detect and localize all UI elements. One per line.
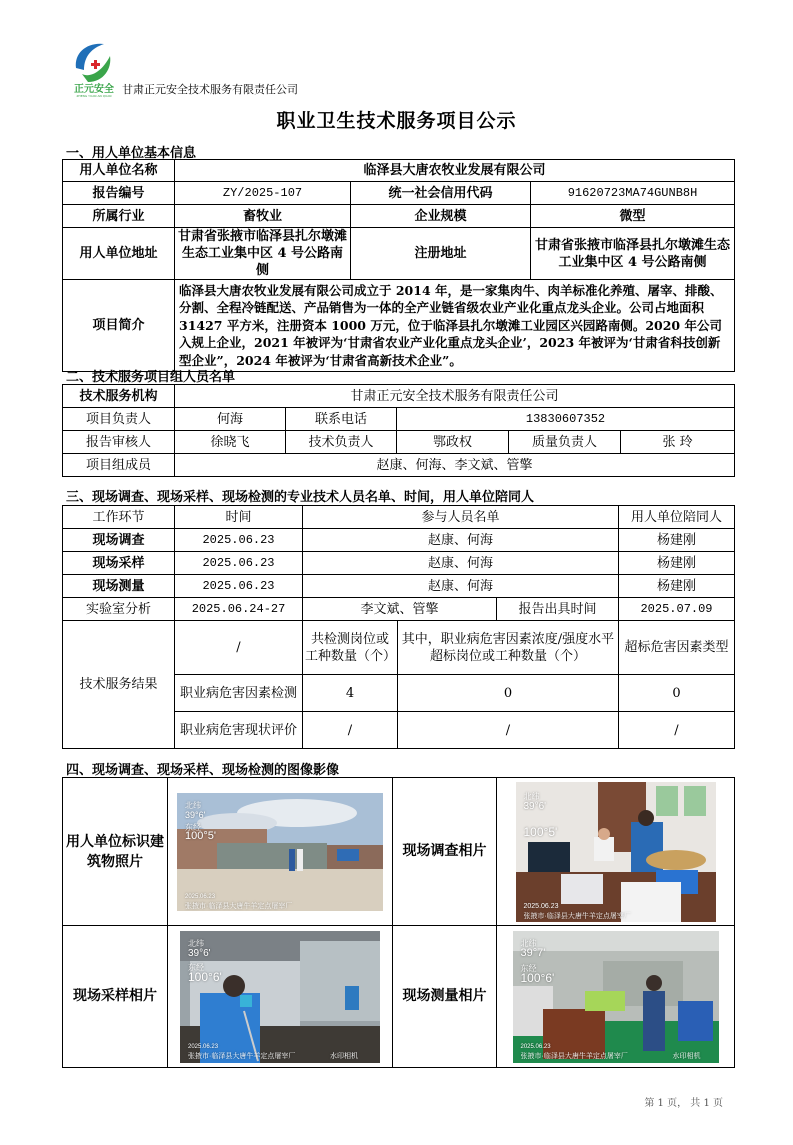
photo-lat: 39°7'	[520, 946, 546, 959]
photo-camera-watermark: 水印相机	[672, 1052, 701, 1060]
label-industry: 所属行业	[63, 205, 175, 228]
row-time: 2025.06.23	[175, 552, 303, 575]
value-scale: 微型	[531, 205, 735, 228]
photo-lon: 100°5'	[523, 824, 558, 839]
label-intro: 项目简介	[63, 280, 175, 372]
row-people: 赵康、何海	[303, 529, 619, 552]
label-tech-lead: 技术负责人	[286, 431, 397, 454]
row-companion: 杨建刚	[619, 552, 735, 575]
section4-heading: 四、现场调查、现场采样、现场检测的图像影像	[66, 763, 340, 778]
photo-survey	[516, 782, 716, 922]
value-credit-code: 91620723MA74GUNB8H	[531, 182, 735, 205]
value-phone: 13830607352	[397, 408, 735, 431]
fieldwork-table	[62, 505, 735, 749]
row-people: 赵康、何海	[303, 552, 619, 575]
lab-stage: 实验室分析	[63, 598, 175, 621]
table-row	[63, 529, 735, 552]
label-report-time: 报告出具时间	[497, 598, 619, 621]
label-results: 技术服务结果	[63, 621, 175, 749]
row-people: 赵康、何海	[303, 575, 619, 598]
result-exceed: 0	[398, 675, 619, 712]
section3-heading: 三、现场调查、现场采样、现场检测的专业技术人员名单、时间，用人单位陪同人	[66, 490, 535, 505]
results-header-total: 共检测岗位或工种数量（个）	[303, 621, 398, 675]
header-company-name: 甘肃正元安全技术服务有限责任公司	[122, 83, 298, 96]
photo-cell	[497, 926, 735, 1068]
photo-lon-label: 东经	[188, 962, 204, 972]
result-type: 0	[619, 675, 735, 712]
photo-lon: 100°6'	[188, 969, 222, 984]
result-exceed: /	[398, 712, 619, 749]
label-reg-address: 注册地址	[351, 228, 531, 280]
label-unit-name: 用人单位名称	[63, 160, 175, 182]
col-companion: 用人单位陪同人	[619, 506, 735, 529]
row-companion: 杨建刚	[619, 529, 735, 552]
label-address: 用人单位地址	[63, 228, 175, 280]
page-number: 第 1 页， 共 1 页	[644, 1098, 723, 1109]
results-header-exceed: 其中，职业病危害因素浓度/强度水平超标岗位或工种数量（个）	[398, 621, 619, 675]
photo-cell	[168, 778, 393, 926]
photo-sampling	[180, 931, 380, 1063]
photo-lon: 100°6'	[520, 970, 555, 985]
basic-info-table	[62, 159, 735, 372]
value-reg-address: 甘肃省张掖市临泽县扎尔墩滩生态工业集中区 4 号公路南侧	[531, 228, 735, 280]
results-header-type: 超标危害因素类型	[619, 621, 735, 675]
result-item: 职业病危害因素检测	[175, 675, 303, 712]
photo-date: 2025.06.23	[520, 1043, 551, 1050]
photo-date: 2025.06.23	[185, 893, 216, 900]
result-item: 职业病危害现状评价	[175, 712, 303, 749]
value-members: 赵康、何海、李文斌、管擎	[175, 454, 735, 477]
value-org: 甘肃正元安全技术服务有限责任公司	[175, 385, 735, 408]
photo-cell	[168, 926, 393, 1068]
photo-date: 2025.06.23	[188, 1043, 219, 1050]
result-total: /	[303, 712, 398, 749]
photos-table	[62, 777, 735, 1068]
photo-lat: 39°6'	[188, 947, 211, 959]
value-report-time: 2025.07.09	[619, 598, 735, 621]
value-tech-lead: 鄂政权	[397, 431, 509, 454]
team-table	[62, 384, 735, 477]
photo-place: 张掖市·临泽县大唐牛羊定点屠宰厂	[520, 1052, 628, 1060]
label-quality-lead: 质量负责人	[509, 431, 621, 454]
photo-lat-label: 北纬	[188, 938, 204, 948]
col-time: 时间	[175, 506, 303, 529]
label-phone: 联系电话	[286, 408, 397, 431]
photo-label: 用人单位标识建筑物照片	[63, 778, 168, 926]
value-reviewer: 徐晓飞	[175, 431, 286, 454]
photo-place: 张掖市·临泽县大唐牛羊定点屠宰厂	[523, 912, 631, 920]
label-scale: 企业规模	[351, 205, 531, 228]
lab-time: 2025.06.24-27	[175, 598, 303, 621]
photo-lat: 39°6'	[185, 809, 206, 820]
page-title: 职业卫生技术服务项目公示	[276, 110, 517, 132]
label-report-no: 报告编号	[63, 182, 175, 205]
col-stage: 工作环节	[63, 506, 175, 529]
photo-label: 现场调查相片	[393, 778, 497, 926]
label-org: 技术服务机构	[63, 385, 175, 408]
value-intro: 临泽县大唐农牧业发展有限公司成立于 2014 年，是一家集肉牛、肉羊标准化养殖、屠宰、排酸、分割、全程冷链配送、产品销售为一体的全产业链省级农业产业化重点龙头企业。公司占地面积 31427 平方米，注册资本 1000 万元，位于临泽县扎尔墩滩工业园区兴园路南侧。2020 年公司入规上企业，2021 年被评为‘甘肃省农业产业化重点龙头企业’，2023 年被评为‘甘肃省科技创新型企业”，2024 年被评为‘甘肃省高新技术企业”。	[175, 280, 735, 372]
photo-measurement	[513, 931, 719, 1063]
photo-lat-label: 北纬	[185, 800, 201, 810]
section1-heading: 一、用人单位基本信息	[66, 146, 197, 161]
table-row	[63, 575, 735, 598]
results-header-slash: /	[175, 621, 303, 675]
photo-lat: 39°6'	[523, 800, 547, 812]
lab-people: 李文斌、管擎	[303, 598, 497, 621]
photo-lat-label: 北纬	[520, 938, 537, 948]
photo-label: 现场测量相片	[393, 926, 497, 1068]
photo-label: 现场采样相片	[63, 926, 168, 1068]
row-stage: 现场测量	[63, 575, 175, 598]
photo-lon-label: 东经	[185, 822, 201, 832]
label-reviewer: 报告审核人	[63, 431, 175, 454]
row-stage: 现场调查	[63, 529, 175, 552]
section2-heading: 二、技术服务项目组人员名单	[66, 370, 236, 385]
company-logo	[68, 38, 120, 98]
value-industry: 畜牧业	[175, 205, 351, 228]
photo-place: 张掖市·临泽县大唐牛羊定点屠宰厂	[185, 902, 293, 910]
photo-place: 张掖市·临泽县大唐牛羊定点屠宰厂	[188, 1052, 296, 1060]
col-people: 参与人员名单	[303, 506, 619, 529]
row-time: 2025.06.23	[175, 529, 303, 552]
value-unit-name: 临泽县大唐农牧业发展有限公司	[175, 160, 735, 182]
photo-date: 2025.06.23	[523, 902, 559, 910]
photo-lon-label: 东经	[520, 963, 537, 973]
result-type: /	[619, 712, 735, 749]
value-quality-lead: 张 玲	[621, 431, 735, 454]
value-leader: 何海	[175, 408, 286, 431]
logo-text: 正元安全	[74, 84, 114, 95]
photo-camera-watermark: 水印相机	[330, 1052, 358, 1060]
row-companion: 杨建刚	[619, 575, 735, 598]
photo-cell	[497, 778, 735, 926]
value-address: 甘肃省张掖市临泽县扎尔墩滩生态工业集中区 4 号公路南侧	[175, 228, 351, 280]
label-leader: 项目负责人	[63, 408, 175, 431]
table-row	[63, 552, 735, 575]
label-members: 项目组成员	[63, 454, 175, 477]
row-stage: 现场采样	[63, 552, 175, 575]
result-total: 4	[303, 675, 398, 712]
photo-lat-label: 北纬	[523, 791, 540, 801]
row-time: 2025.06.23	[175, 575, 303, 598]
lab-row	[63, 598, 735, 621]
photo-building	[177, 793, 383, 911]
label-credit-code: 统一社会信用代码	[351, 182, 531, 205]
value-report-no: ZY/2025-107	[175, 182, 351, 205]
logo-subtext: ZHENG YUAN AN QUAN	[76, 94, 112, 98]
photo-lon: 100°5'	[185, 829, 216, 842]
